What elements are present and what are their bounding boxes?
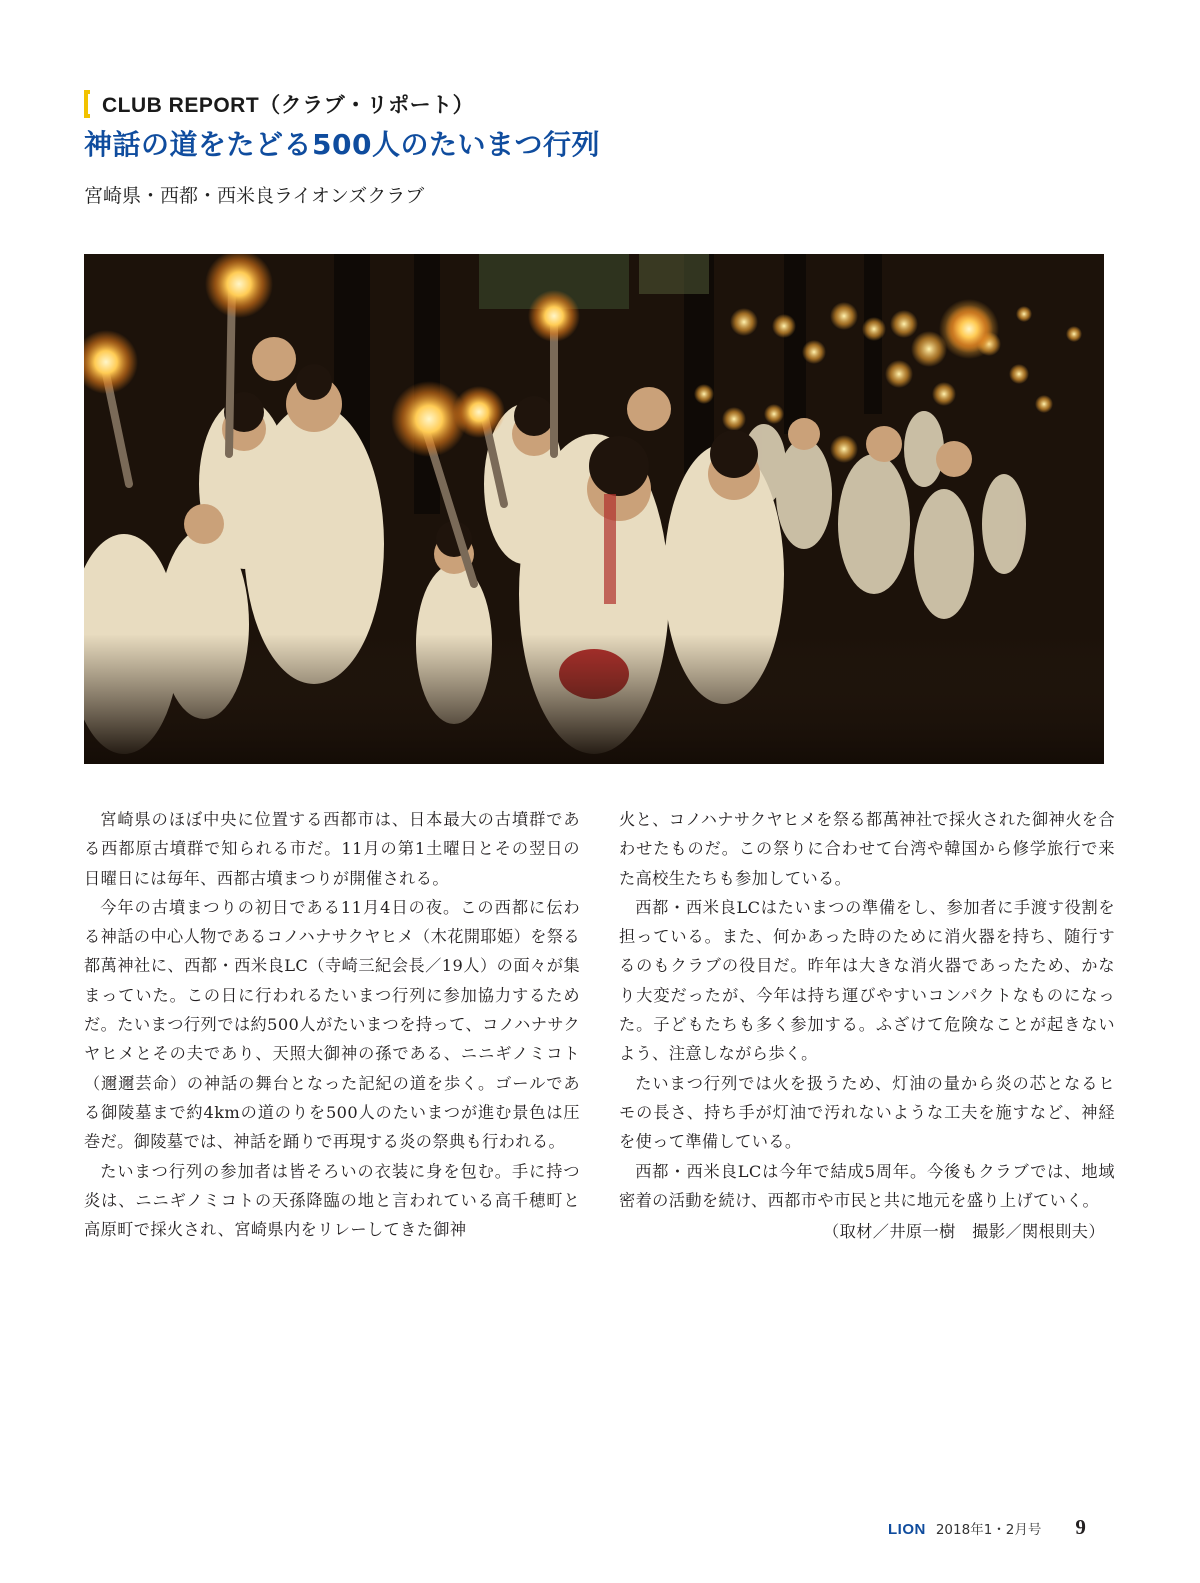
bracket-icon xyxy=(84,90,90,118)
issue-date: 2018年1・2月号 xyxy=(935,1522,1042,1538)
article-paragraph: 西都・西米良LCは今年で結成5周年。今後もクラブでは、地域密着の活動を続け、西都市や市民と共に地元を盛り上げていく。 xyxy=(619,1161,1115,1210)
article-paragraph: 火と、コノハナサクヤヒメを祭る都萬神社で採火された御神火を合わせたものだ。この祭りに合わせて台湾や韓国から修学旅行で来た高校生たちも参加している。 xyxy=(619,810,1115,888)
article-paragraph: 宮崎県のほぼ中央に位置する西都市は、日本最大の古墳群である西都原古墳群で知られる市だ。11月の第1土曜日とその翌日の日曜日には毎年、西都古墳まつりが開催される。 xyxy=(84,810,580,888)
article-photo xyxy=(84,254,1104,764)
section-header xyxy=(84,88,474,120)
article-paragraph: 西都・西米良LCはたいまつの準備をし、参加者に手渡す役割を担っている。また、何かあった時のために消火器を持ち、随行するのもクラブの役目だ。昨年は大きな消火器であったため、かなり大変だったが、今年は持ち運びやすいコンパクトなものになった。子どもたちも多く参加する。ふざけて危険なことが起きないよう、注意しながら歩く。 xyxy=(619,897,1115,1064)
photo-credit: （取材／井原一樹 撮影／関根則夫） xyxy=(823,1222,1105,1242)
page-number: 9 xyxy=(1075,1515,1086,1539)
club-name: 宮崎県・西都・西米良ライオンズクラブ xyxy=(84,185,425,207)
magazine-name: LION xyxy=(888,1521,926,1538)
article-paragraph: たいまつ行列では火を扱うため、灯油の量から炎の芯となるヒモの長さ、持ち手が灯油で汚れないような工夫を施すなど、神経を使って準備している。 xyxy=(619,1073,1115,1152)
article-paragraph: たいまつ行列の参加者は皆そろいの衣装に身を包む。手に持つ炎は、ニニギノミコトの天孫降臨の地と言われている高千穂町と高原町で採火され、宮崎県内をリレーしてきた御神 xyxy=(84,1161,580,1240)
section-label: CLUB REPORT（クラブ・リポート） xyxy=(102,94,475,117)
torch-procession-photo-icon xyxy=(84,254,1104,764)
article-paragraph: 今年の古墳まつりの初日である11月4日の夜。この西都に伝わる神話の中心人物であるコノハナサクヤヒメ（木花開耶姫）を祭る都萬神社に、西都・西米良LC（寺崎三紀会長／19人）の面々が集まっていた。この日に行われるたいまつ行列に参加協力するためだ。たいまつ行列では約500人がたいまつを持って、コノハナサクヤヒメとその夫であり、天照大御神の孫である、ニニギノミコト（邇邇芸命）の神話の舞台となった記紀の道を歩く。ゴールである御陵墓まで約4kmの道のりを500人のたいまつが進む景色は圧巻だ。御陵墓では、神話を踊りで再現する炎の祭典も行われる。 xyxy=(84,897,580,1152)
article-headline: 神話の道をたどる500人のたいまつ行列 xyxy=(84,128,600,161)
page-footer xyxy=(888,1515,1086,1540)
article-column-left xyxy=(84,805,580,1244)
article-column-right xyxy=(619,805,1115,1246)
